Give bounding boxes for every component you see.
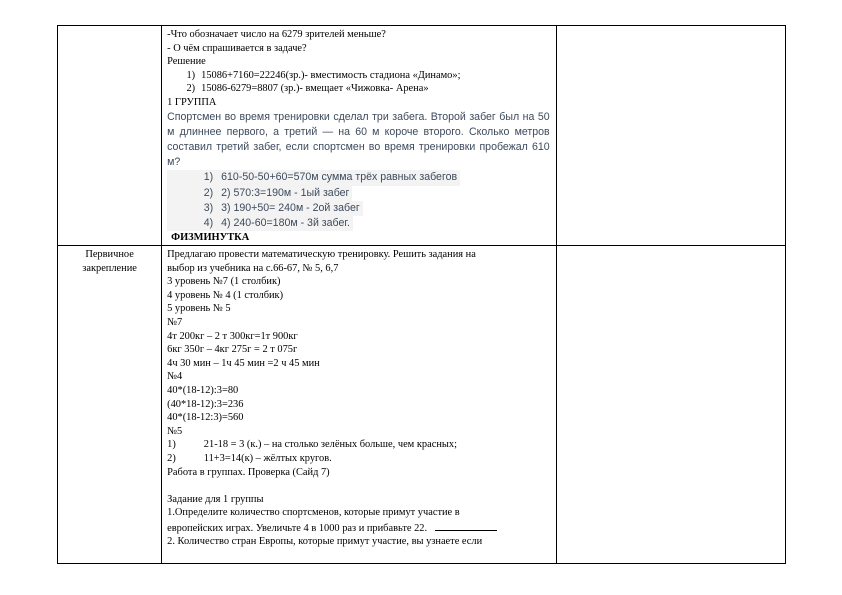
stage-label	[58, 26, 161, 28]
task-line: 2. Количество стран Европы, которые примут участие, вы узнаете если	[167, 536, 483, 548]
task-header: Задание для 1 группы	[167, 493, 264, 505]
stage-cell	[58, 246, 162, 564]
exercise-label: №7	[167, 316, 183, 328]
list-item: 1) 610-50-50+60=570м сумма трёх равных забегов	[167, 170, 460, 185]
exercise-line: 4ч 30 мин – 1ч 45 мин =2 ч 45 мин	[167, 357, 320, 369]
level-line: 4 уровень № 4 (1 столбик)	[167, 289, 284, 301]
level-line: 3 уровень №7 (1 столбик)	[167, 276, 281, 288]
exercise-line: 6кг 350г – 4кг 275г = 2 т 075г	[167, 344, 298, 356]
exercise-line: (40*18-12):3=236	[167, 398, 244, 410]
exercise-label: №5	[167, 425, 183, 437]
group-label: 1 ГРУППА	[167, 96, 217, 108]
level-line: 5 уровень № 5	[167, 303, 231, 315]
solution-list	[167, 69, 552, 96]
question-line: -Что обозначает число на 6279 зрителей меньше?	[167, 29, 386, 40]
notes-cell	[556, 246, 785, 564]
answer-blank	[435, 520, 497, 531]
list-item: 2) 2) 570:3=190м - 1ый забег	[167, 186, 352, 201]
exercise-line: 4т 200кг – 2 т 300кг=1т 900кг	[167, 330, 298, 342]
intro-line: выбор из учебника на с.66-67, № 5, 6,7	[167, 262, 339, 274]
list-item: 2) 15086-6279=8807 (зр.)- вмещает «Чижовка- Арена»	[186, 83, 429, 95]
content-cell	[162, 26, 557, 246]
break-label: ФИЗМИНУТКА	[171, 232, 250, 244]
content-cell	[162, 246, 557, 564]
exercise-line: 1) 21-18 = 3 (к.) – на столько зелёных больше, чем красных;	[167, 439, 457, 451]
question-line: - О чём спрашивается в задаче?	[167, 42, 307, 54]
table-row	[58, 246, 786, 564]
exercise-line: 40*(18-12):3=80	[167, 384, 239, 396]
intro-line: Предлагаю провести математическую тренировку. Решить задания на	[167, 249, 476, 260]
lesson-plan-table	[57, 25, 786, 564]
list-item: 1) 15086+7160=22246(зр.)- вместимость стадиона «Динамо»;	[186, 69, 461, 81]
notes-cell	[556, 26, 785, 246]
solution-label: Решение	[167, 56, 206, 68]
group-solution-list	[167, 170, 552, 231]
exercise-line: 2) 11+3=14(к) – жёлтых кругов.	[167, 452, 332, 464]
table-row	[58, 26, 786, 246]
stage-cell	[58, 26, 162, 246]
problem-text: Спортсмен во время тренировки сделал три забега. Второй забег был на 50 м длиннее первого, а третий — на 60 м короче второго. Сколько метров составил третий забег, если спортсмен во время тренировки пробежал 610 м?	[167, 110, 550, 169]
exercise-label: №4	[167, 371, 183, 383]
task-line: 1.Определите количество спортсменов, которые примут участие в	[167, 507, 460, 519]
list-item: 3) 3) 190+50= 240м - 2ой забег	[167, 201, 363, 216]
group-work-line: Работа в группах. Проверка (Сайд 7)	[167, 466, 330, 478]
exercise-line: 40*(18-12:3)=560	[167, 412, 244, 424]
list-item: 4) 4) 240-60=180м - 3й забег.	[167, 216, 353, 231]
task-line: европейских играх. Увеличьте 4 в 1000 раз и прибавьте 22.	[167, 520, 552, 536]
stage-label: Первичное закрепление	[82, 249, 137, 274]
